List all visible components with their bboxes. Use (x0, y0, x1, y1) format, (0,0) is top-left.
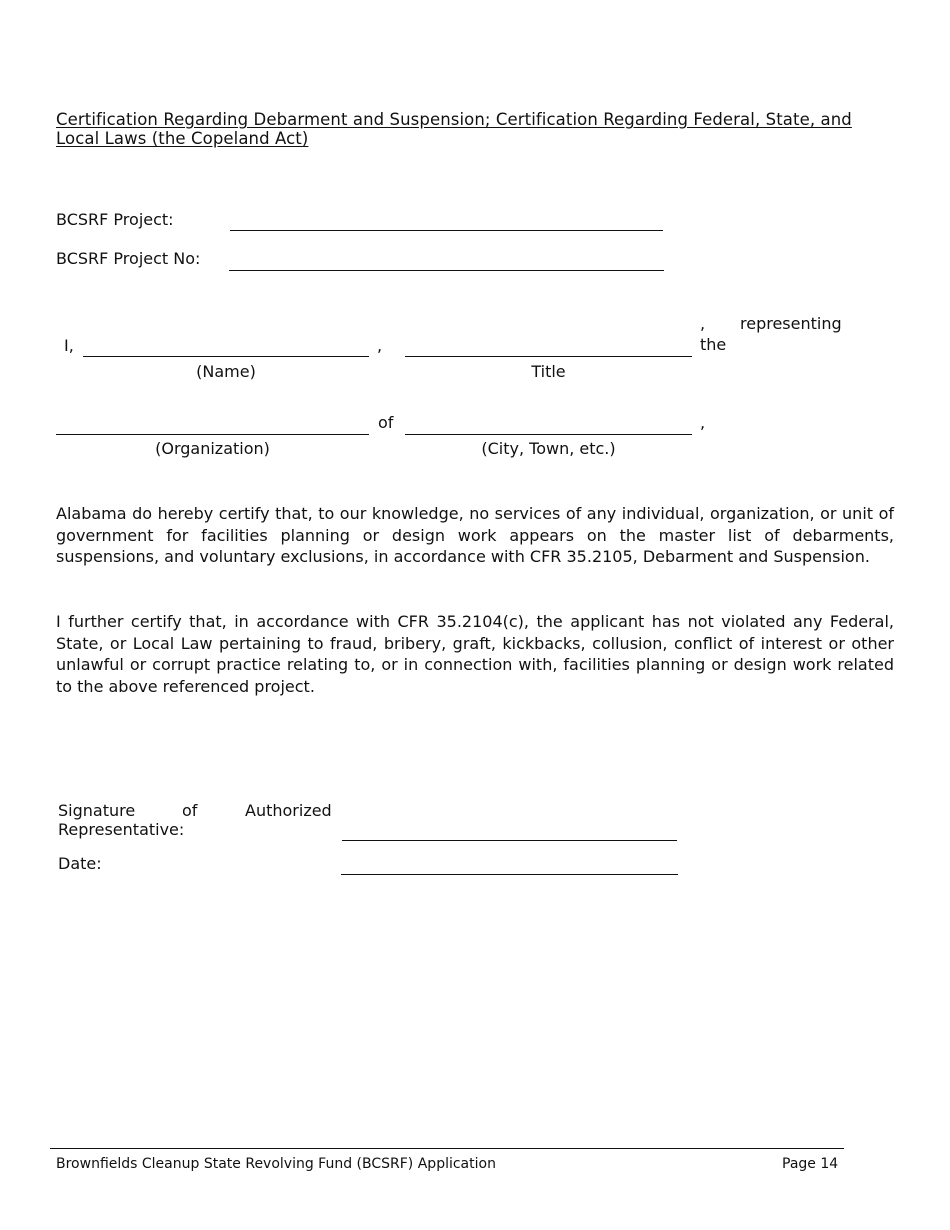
footer-divider (50, 1148, 844, 1149)
project-input-line[interactable] (230, 230, 663, 231)
i-label: I, (64, 336, 74, 355)
representing-text: representing (740, 314, 842, 333)
project-no-label: BCSRF Project No: (56, 249, 201, 268)
signature-of-word: of (182, 801, 198, 820)
of-label: of (378, 413, 394, 432)
comma-1: , (377, 336, 383, 355)
footer-title: Brownfields Cleanup State Revolving Fund (BCSRF) Application (56, 1156, 496, 1172)
page-number: Page 14 (782, 1156, 839, 1172)
comma-3: , (700, 413, 706, 432)
representative-word: Representative: (58, 820, 185, 839)
city-caption: (City, Town, etc.) (481, 439, 616, 458)
name-caption: (Name) (196, 362, 256, 381)
comma-2: , (700, 314, 706, 333)
title-input-line[interactable] (405, 356, 692, 357)
certification-paragraph-2: I further certify that, in accordance with CFR 35.2104(c), the applicant has not violated any Federal, State, or Local Law pertaining to fraud, bribery, graft, kickbacks, collusion, conflict of interest or other unlawful or corrupt practice relating to, or in connection with, facilities planning or design work related to the above referenced project. (56, 612, 894, 696)
certification-paragraph-1: Alabama do hereby certify that, to our knowledge, no services of any individual, organization, or unit of government for facilities planning or design work appears on the master list of debarments, suspensions, and voluntary exclusions, in accordance with CFR 35.2105, Debarment and Suspension. (56, 504, 894, 566)
name-input-line[interactable] (83, 356, 369, 357)
page-title: Certification Regarding Debarment and Suspension; Certification Regarding Federal, State, and Local Laws (the Copeland Act) (56, 110, 852, 148)
date-label: Date: (58, 854, 102, 873)
project-label: BCSRF Project: (56, 210, 174, 229)
date-input-line[interactable] (341, 874, 678, 875)
organization-caption: (Organization) (155, 439, 270, 458)
signature-word: Signature (58, 801, 136, 820)
organization-input-line[interactable] (56, 434, 369, 435)
signature-input-line[interactable] (342, 840, 677, 841)
city-input-line[interactable] (405, 434, 692, 435)
the-text: the (700, 335, 727, 354)
authorized-word: Authorized (245, 801, 332, 820)
project-no-input-line[interactable] (229, 270, 664, 271)
title-caption: Title (531, 362, 566, 381)
